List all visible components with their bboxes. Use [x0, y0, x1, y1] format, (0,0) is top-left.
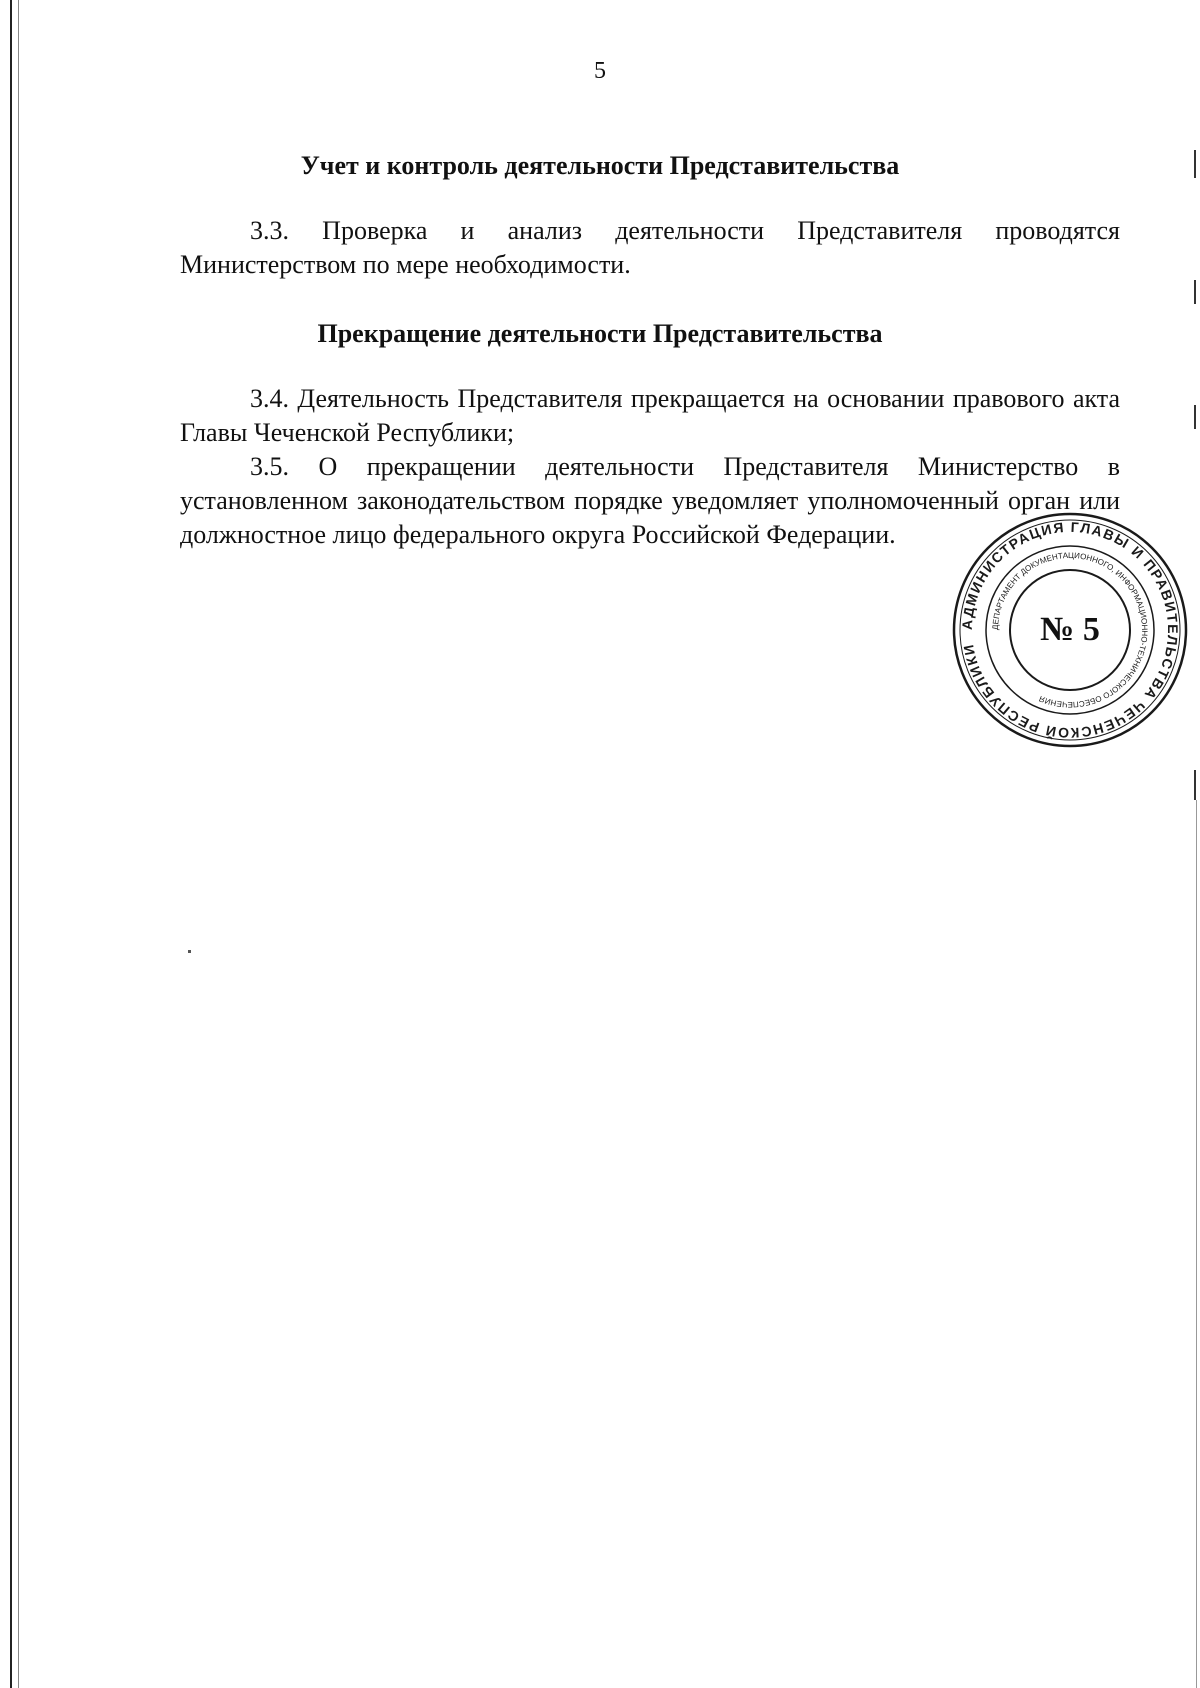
section-heading: Прекращение деятельности Представительства	[317, 319, 883, 348]
section-heading: Учет и контроль деятельности Представительства	[300, 151, 900, 180]
scan-edge-mark	[1194, 405, 1196, 429]
scan-edge-mark	[1196, 800, 1197, 1688]
seal-inner-text: ДЕПАРТАМЕНТ ДОКУМЕНТАЦИОННОГО, ИНФОРМАЦИОННО-ТЕХНИЧЕСКОГО ОБЕСПЕЧЕНИЯ	[990, 550, 1150, 710]
scan-edge-line	[10, 0, 12, 1688]
seal-number: № 5	[1040, 611, 1100, 648]
scan-edge-line	[18, 0, 19, 1688]
page-number: 5	[594, 58, 606, 84]
paragraph: 3.5. О прекращении деятельности Представителя Министерство в установленном законодательством порядке уведомляет уполномоченный орган или должностное лицо федерального округа Российской Федерации.	[180, 452, 1120, 549]
official-seal	[950, 510, 1190, 750]
paragraph: 3.4. Деятельность Представителя прекращается на основании правового акта Главы Чеченской Республики;	[180, 384, 1120, 447]
paragraph: 3.3. Проверка и анализ деятельности Представителя проводятся Министерством по мере необходимости.	[180, 216, 1120, 279]
scan-edge-mark	[1194, 280, 1196, 304]
scan-edge-mark	[1194, 770, 1196, 800]
scan-speck	[188, 950, 191, 953]
seal-outer-text: АДМИНИСТРАЦИЯ ГЛАВЫ И ПРАВИТЕЛЬСТВА ЧЕЧЕНСКОЙ РЕСПУБЛИКИ	[958, 518, 1182, 742]
